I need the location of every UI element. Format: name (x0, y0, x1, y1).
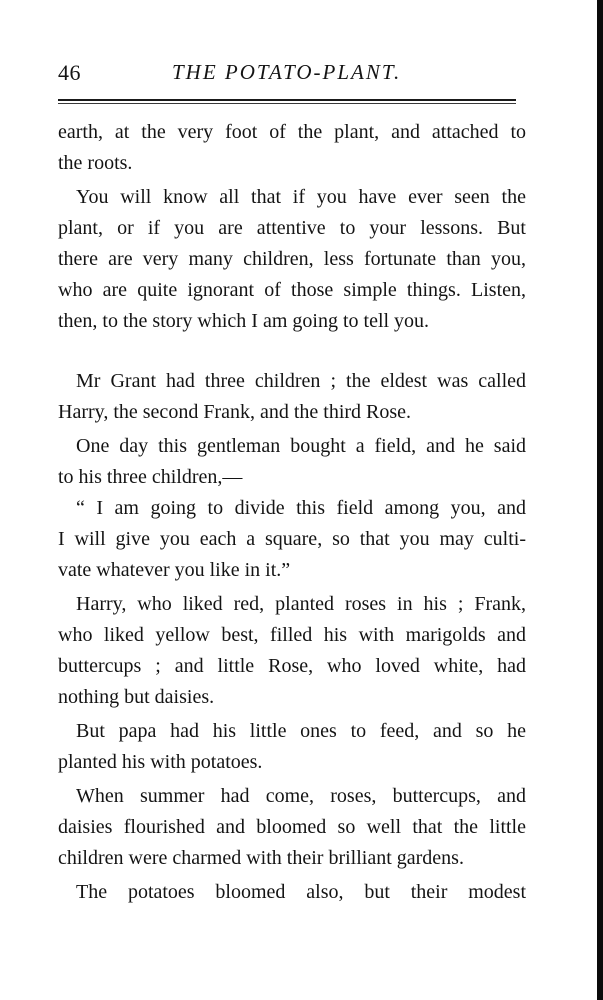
text-line: the roots. (58, 152, 133, 174)
text-line: vate whatever you like in it.” (58, 559, 291, 581)
header-rule-thin (58, 103, 516, 104)
text-line: who liked yellow best, filled his with marigolds and (58, 624, 526, 646)
page-number: 46 (58, 60, 81, 85)
text-line: But papa had his little ones to feed, and so he (76, 720, 526, 742)
text-line: daisies flourished and bloomed so well that the little (58, 816, 526, 838)
text-line: One day this gentleman bought a field, and he said (76, 435, 526, 457)
text-line: Harry, the second Frank, and the third Rose. (58, 401, 412, 423)
running-title: THE POTATO-PLANT. (172, 60, 402, 84)
text-line: “ I am going to divide this field among you, and (76, 497, 526, 519)
text-line: earth, at the very foot of the plant, and attached to (58, 121, 526, 143)
text-line: children were charmed with their brilliant gardens. (58, 847, 464, 869)
text-line: You will know all that if you have ever seen the (76, 186, 526, 208)
text-line: Mr Grant had three children ; the eldest was called (76, 370, 526, 392)
text-line: When summer had come, roses, buttercups, and (76, 785, 526, 807)
page-edge (597, 0, 603, 1000)
text-line: there are very many children, less fortunate than you, (58, 248, 526, 270)
text-line: nothing but daisies. (58, 686, 215, 708)
text-line: I will give you each a square, so that you may culti- (58, 528, 526, 550)
text-line: to his three children,— (58, 466, 243, 488)
text-line: then, to the story which I am going to tell you. (58, 310, 430, 332)
text-line: planted his with potatoes. (58, 751, 263, 773)
text-line: Harry, who liked red, planted roses in his ; Frank, (76, 593, 526, 615)
text-line: plant, or if you are attentive to your lessons. But (58, 217, 526, 239)
text-line: buttercups ; and little Rose, who loved white, had (58, 655, 526, 677)
header-rule (58, 99, 516, 101)
body-text (58, 117, 526, 908)
running-head (58, 60, 528, 88)
text-line: The potatoes bloomed also, but their modest (76, 881, 526, 903)
text-line: who are quite ignorant of those simple things. Listen, (58, 279, 526, 301)
